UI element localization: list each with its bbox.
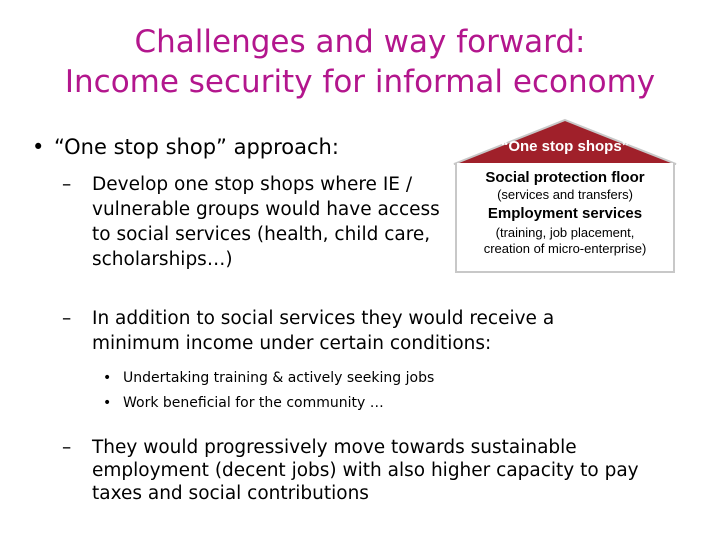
main-bullet — [32, 133, 339, 161]
point-3-line-3: taxes and social contributions — [92, 483, 369, 504]
title-line-2: Income security for informal economy — [64, 64, 656, 100]
point-2-line-2: minimum income under certain conditions: — [92, 333, 492, 354]
point-1-line-1: Develop one stop shops where IE / — [92, 174, 413, 195]
sub-bullet-item — [103, 391, 434, 416]
dash-symbol: – — [62, 437, 72, 458]
sub-bullet-symbol: • — [103, 370, 112, 386]
social-protection-detail: (services and transfers) — [497, 187, 633, 202]
point-1-line-4: scholarships…) — [92, 249, 233, 270]
employment-detail-1: (training, job placement, — [495, 225, 635, 240]
main-bullet-text: “One stop shop” approach: — [54, 135, 339, 159]
dash-symbol: – — [62, 308, 72, 329]
point-3-line-1: They would progressively move towards sustainable — [92, 437, 577, 458]
sub-bullet-text-2: Work beneficial for the community … — [123, 395, 384, 411]
roof-label: “One stop shops” — [500, 138, 630, 155]
employment-detail-2: creation of micro-enterprise) — [483, 241, 647, 256]
one-stop-shop-house-diagram — [452, 118, 678, 274]
house-body — [455, 163, 675, 273]
point-2-line-1: In addition to social services they would receive a — [92, 308, 555, 329]
sub-bullet-symbol: • — [103, 395, 112, 411]
point-1 — [62, 172, 462, 272]
title-line-1: Challenges and way forward: — [134, 24, 586, 60]
point-1-line-2: vulnerable groups would have access — [92, 199, 440, 220]
sub-bullet-text-1: Undertaking training & actively seeking jobs — [123, 370, 435, 386]
point-1-line-3: to social services (health, child care, — [92, 224, 431, 245]
social-protection-title: Social protection floor — [485, 169, 645, 186]
point-3-line-2: employment (decent jobs) with also higher capacity to pay — [92, 460, 639, 481]
dash-symbol: – — [62, 174, 72, 195]
employment-services-title: Employment services — [487, 205, 643, 222]
bullet-symbol: • — [32, 135, 45, 159]
slide-title — [0, 22, 720, 102]
point-2 — [62, 306, 682, 356]
sub-bullet-list — [103, 366, 434, 416]
point-3 — [62, 436, 702, 505]
sub-bullet-item — [103, 366, 434, 391]
